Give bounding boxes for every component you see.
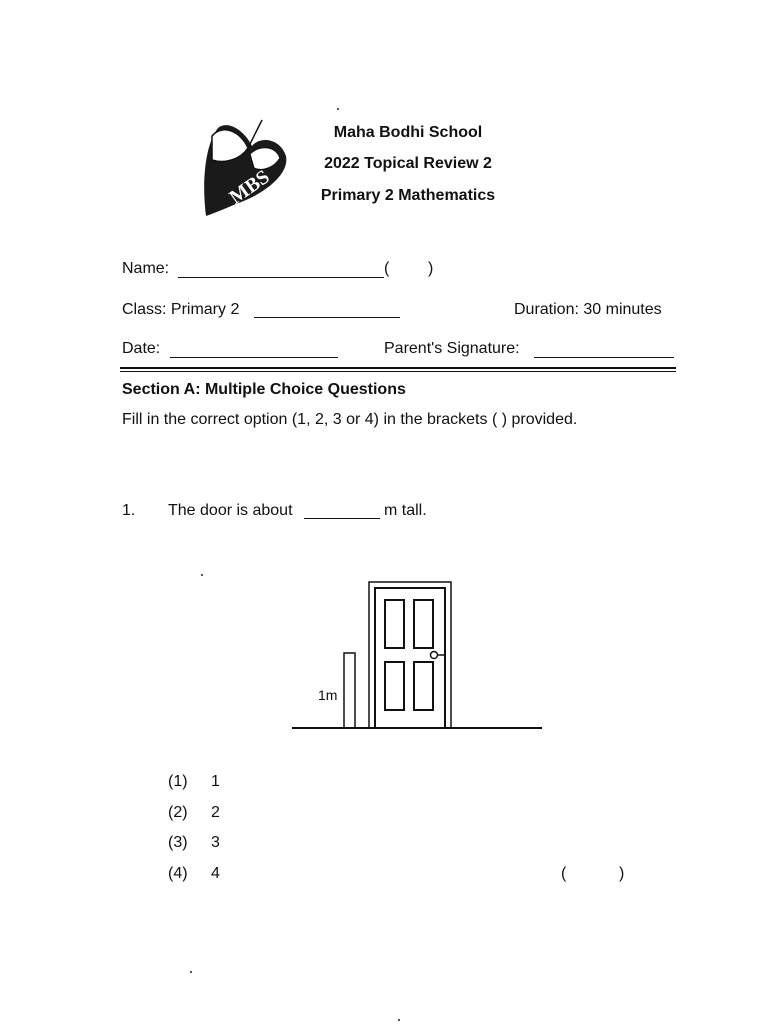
question-number: 1. — [122, 502, 136, 519]
scan-dot — [337, 108, 339, 110]
door-figure — [290, 580, 546, 739]
question-text-after: m tall. — [384, 502, 427, 519]
logo-initials: MBS — [225, 165, 274, 209]
divider-thin — [120, 371, 676, 372]
option-3-value: 3 — [211, 834, 220, 851]
parent-signature-field[interactable] — [534, 357, 674, 358]
option-2-number: (2) — [168, 804, 188, 821]
scan-dot — [190, 971, 192, 973]
answer-bracket-open: ( — [561, 865, 567, 882]
option-4-value: 4 — [211, 865, 220, 882]
figure-label: 1m — [318, 687, 338, 703]
divider-thick — [120, 367, 676, 369]
index-bracket-open: ( — [384, 260, 390, 277]
scan-dot — [201, 574, 203, 576]
name-label: Name: — [122, 260, 170, 277]
option-3-number: (3) — [168, 834, 188, 851]
answer-bracket-close: ) — [619, 865, 625, 882]
section-title: Section A: Multiple Choice Questions — [122, 381, 406, 398]
one-metre-stick — [344, 653, 355, 728]
class-label: Class: Primary 2 — [122, 301, 240, 318]
section-instruction: Fill in the correct option (1, 2, 3 or 4) in the brackets ( ) provided. — [122, 411, 578, 428]
scan-dot — [398, 1019, 400, 1021]
school-name: Maha Bodhi School — [333, 124, 483, 141]
review-title: 2022 Topical Review 2 — [324, 155, 492, 172]
leaf-logo-icon — [200, 116, 290, 222]
option-1-value: 1 — [211, 773, 220, 790]
date-label: Date: — [122, 340, 161, 357]
school-logo — [200, 116, 290, 227]
subject-title: Primary 2 Mathematics — [320, 187, 496, 204]
door-knob-icon — [431, 652, 438, 659]
option-2-value: 2 — [211, 804, 220, 821]
option-4-number: (4) — [168, 865, 188, 882]
duration-label: Duration: 30 minutes — [514, 301, 662, 318]
index-bracket-close: ) — [428, 260, 434, 277]
date-field[interactable] — [170, 357, 338, 358]
parent-signature-label: Parent's Signature: — [384, 340, 520, 357]
question-blank — [304, 518, 380, 519]
option-1-number: (1) — [168, 773, 188, 790]
name-field[interactable] — [178, 277, 384, 278]
class-field[interactable] — [254, 317, 400, 318]
question-text-before: The door is about — [168, 502, 293, 519]
